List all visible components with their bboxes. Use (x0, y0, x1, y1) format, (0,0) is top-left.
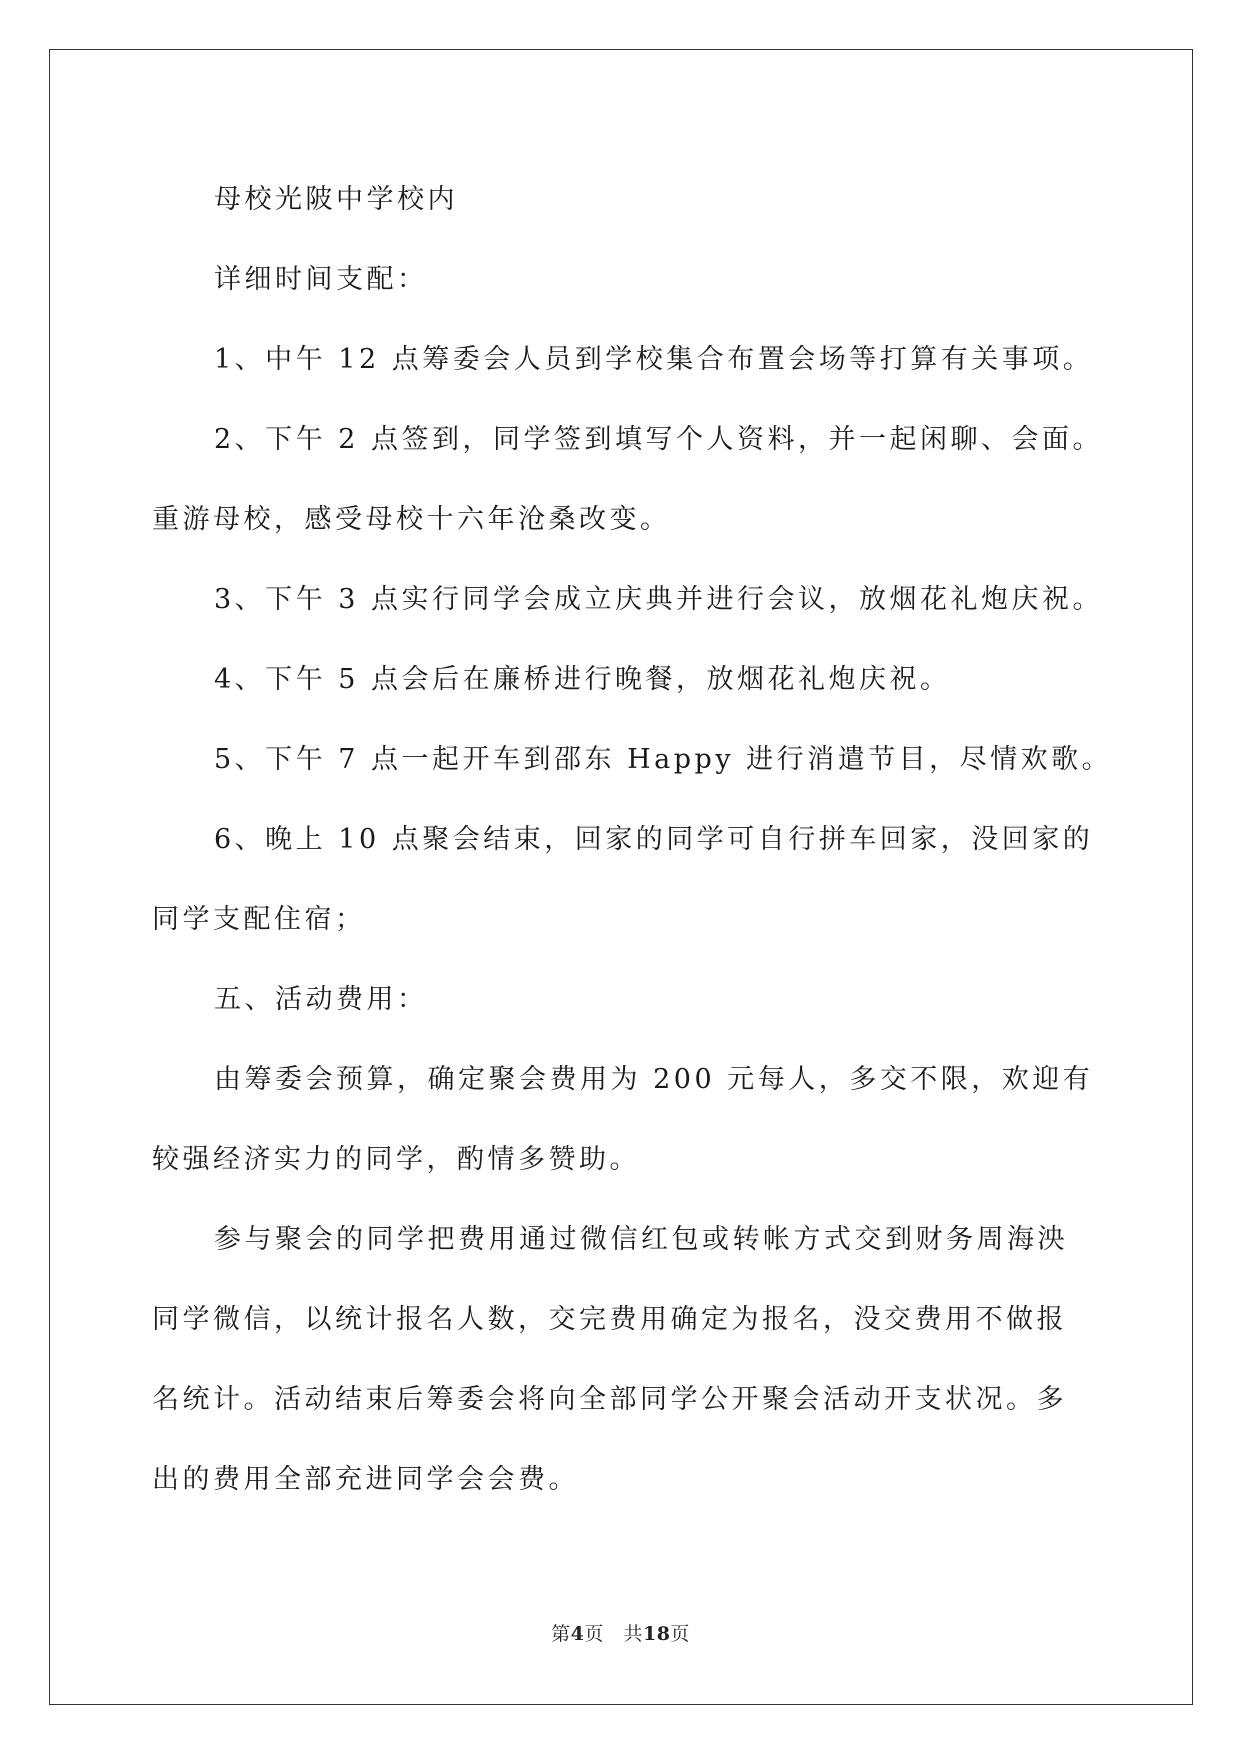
page-suffix: 页 (584, 1623, 604, 1645)
page-footer (0, 1619, 1241, 1646)
paragraph-line: 参与聚会的同学把费用通过微信红包或转帐方式交到财务周海泱 (214, 1224, 1068, 1255)
paragraph-line: 五、活动费用： (214, 984, 428, 1015)
total-prefix: 共 (623, 1623, 643, 1645)
paragraph-line: 4、下午 5 点会后在廉桥进行晚餐，放烟花礼炮庆祝。 (214, 664, 951, 695)
paragraph-line: 3、下午 3 点实行同学会成立庆典并进行会议，放烟花礼炮庆祝。 (214, 584, 1104, 615)
document-body (152, 160, 1113, 1520)
page-number: 4 (570, 1623, 585, 1645)
paragraph-line: 出的费用全部充进同学会会费。 (152, 1464, 579, 1495)
paragraph-line: 名统计。活动结束后筹委会将向全部同学公开聚会活动开支状况。多 (152, 1384, 1067, 1415)
page-prefix: 第 (551, 1623, 571, 1645)
paragraph-line: 6、晚上 10 点聚会结束，回家的同学可自行拼车回家，没回家的 (214, 824, 1094, 855)
paragraph-line: 较强经济实力的同学，酌情多赞助。 (152, 1144, 640, 1175)
paragraph-line: 2、下午 2 点签到，同学签到填写个人资料，并一起闲聊、会面。 (214, 424, 1104, 455)
total-pages: 18 (642, 1623, 671, 1645)
paragraph-line: 由筹委会预算，确定聚会费用为 200 元每人，多交不限，欢迎有 (214, 1064, 1094, 1095)
paragraph-line: 1、中午 12 点筹委会人员到学校集合布置会场等打算有关事项。 (214, 344, 1094, 375)
total-suffix: 页 (670, 1623, 690, 1645)
paragraph-line: 同学微信，以统计报名人数，交完费用确定为报名，没交费用不做报 (152, 1304, 1067, 1335)
paragraph-line: 5、下午 7 点一起开车到邵东 Happy 进行消遣节目，尽情欢歌。 (214, 744, 1113, 775)
paragraph-line: 母校光陂中学校内 (214, 184, 458, 215)
paragraph-line: 同学支配住宿； (152, 904, 366, 935)
paragraph-line: 重游母校，感受母校十六年沧桑改变。 (152, 504, 671, 535)
paragraph-line: 详细时间支配： (214, 264, 428, 295)
